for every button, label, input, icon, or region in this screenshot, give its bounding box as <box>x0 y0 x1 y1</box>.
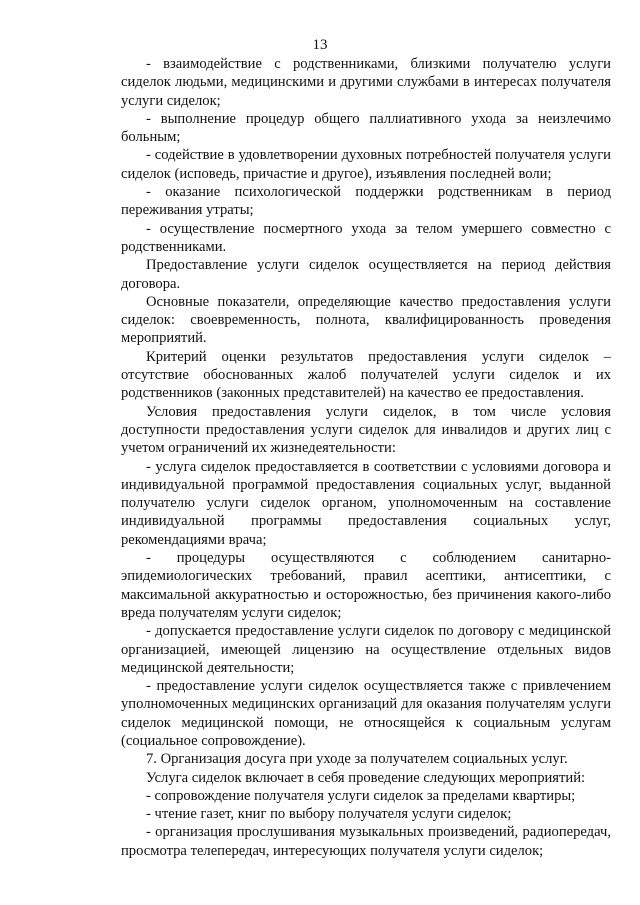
paragraph: Условия предоставления услуги сиделок, в том числе условия доступности предоставления услуги сиделок для инвалидов и других лиц с учетом ограничений их жизнедеятельности: <box>121 403 611 457</box>
paragraph: - взаимодействие с родственниками, близкими получателю услуги сиделок людьми, медицинскими и другими службами в интересах получателя услуги сиделок; <box>121 56 611 109</box>
paragraph: - содействие в удовлетворении духовных потребностей получателя услуги сиделок (исповедь, причастие и другое), изъявления последней воли; <box>121 147 611 182</box>
paragraph: - допускается предоставление услуги сиделок по договору с медицинской организацией, имеющей лицензию на осуществление отдельных видов медицинской деятельности; <box>121 623 611 676</box>
paragraph: - услуга сиделок предоставляется в соответствии с условиями договора и индивидуальной программой предоставления социальных услуг, выданной получателю услуги сиделок органом, уполномоченным на составление индивидуальной программы предоставления социальных услуг, рекомендациями врача; <box>121 458 611 548</box>
section-heading: 7. Организация досуга при уходе за получателем социальных услуг. <box>146 751 568 768</box>
page-number: 13 <box>312 37 328 53</box>
paragraph: - организация прослушивания музыкальных произведений, радиопередач, просмотра телепередач, интересующих получателя услуги сиделок; <box>121 824 611 859</box>
paragraph: Критерий оценки результатов предоставления услуги сиделок – отсутствие обоснованных жалоб получателей услуги сиделок и их родственников (законных представителей) на качество ее предоставления. <box>121 348 611 402</box>
paragraph: - выполнение процедур общего паллиативного ухода за неизлечимо больным; <box>121 110 611 146</box>
paragraph: Основные показатели, определяющие качество предоставления услуги сиделок: своевременность, полнота, квалифицированность проведения мероприятий. <box>121 293 611 347</box>
paragraph: - оказание психологической поддержки родственникам в период переживания утраты; <box>121 184 611 219</box>
paragraph: - сопровождение получателя услуги сиделок за пределами квартиры; <box>146 787 576 804</box>
paragraph: Услуга сиделок включает в себя проведение следующих мероприятий: <box>146 769 586 786</box>
paragraph: Предоставление услуги сиделок осуществляется на период действия договора. <box>121 257 611 292</box>
paragraph: - процедуры осуществляются с соблюдением санитарно-эпидемиологических требований, правил асептики, антисептики, с максимальной аккуратностью и осторожностью, без причинения какого-либо вреда получателям услуги сиделок; <box>121 550 611 621</box>
paragraph: - предоставление услуги сиделок осуществляется также с привлечением уполномоченных медицинских организаций для оказания получателям услуги сиделок медицинской помощи, не относящейся к социальным услугам (социальное сопровождение). <box>121 678 611 749</box>
document-body <box>121 55 611 860</box>
paragraph: - осуществление посмертного ухода за телом умершего совместно с родственниками. <box>121 220 611 255</box>
paragraph: - чтение газет, книг по выбору получателя услуги сиделок; <box>146 806 512 823</box>
